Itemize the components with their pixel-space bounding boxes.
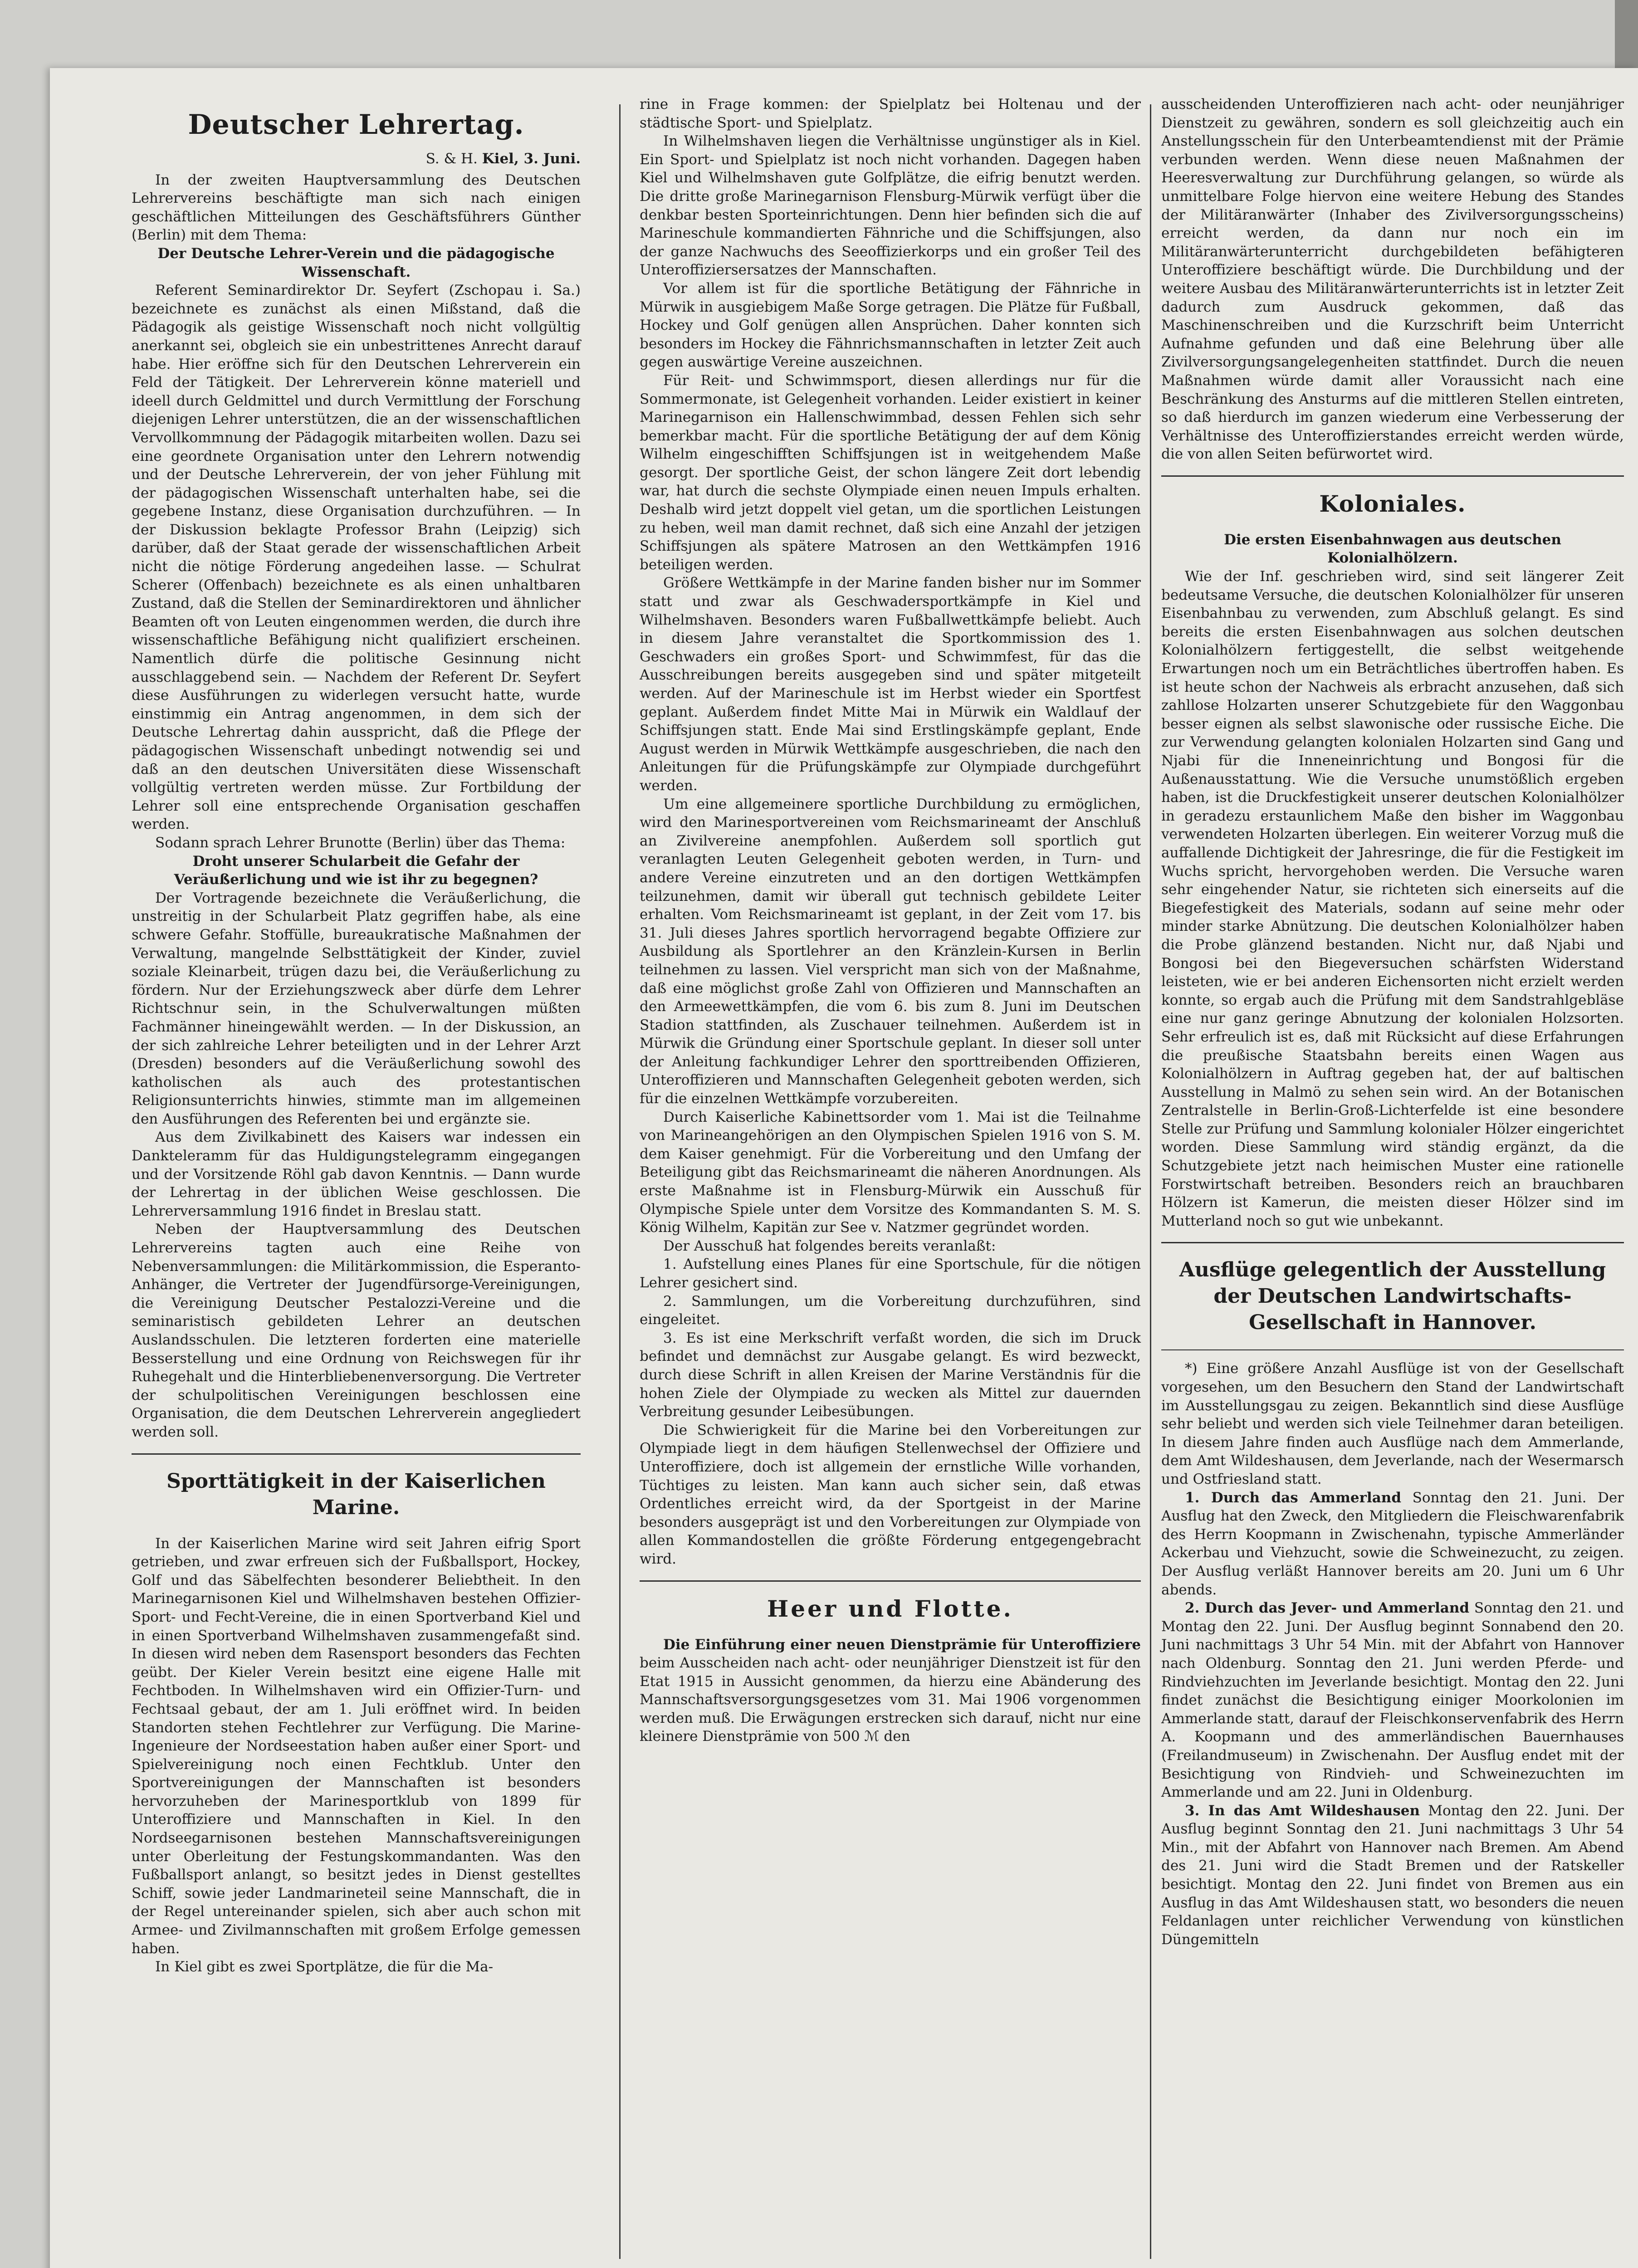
paragraph: In der zweiten Hauptversammlung des Deutschen Lehrervereins beschäftigte man sich nach einigen geschäftlichen Mitteilungen des Geschäftsführers Günther (Berlin) mit dem Thema: <box>132 171 581 244</box>
list-item: 2. Sammlungen, um die Vorbereitung durchzuführen, sind eingeleitet. <box>640 1293 1141 1328</box>
title-underline <box>1161 1349 1624 1350</box>
paragraph: Der Vortragende bezeichnete die Veräußerlichung, die unstreitig in der Schularbeit Platz gegriffen habe, als eine schwere Gefahr. Stoffülle, bureaukratische Maßnahmen der Verwaltung, mangelnde Selbsttätigkeit der Kinder, zuviel soziale Kleinarbeit, trügen dazu bei, die Veräußerlichung zu fördern. Nur der Erziehungszweck aber dürfe dem Lehrer Richtschnur sein, in the Schulverwaltungen müßten Fachmänner hineingewählt werden. — In der Diskussion, an der sich zahlreiche Lehrer beteiligten und in der Lehrer Arzt (Dresden) besonders auf die Veräußerlichung sowohl des katholischen als auch des protestantischen Religionsunterrichts hinwies, stimmte man im allgemeinen den Ausführungen des Referenten bei und ergänzte sie. <box>132 890 581 1127</box>
paragraph: In Wilhelmshaven liegen die Verhältnisse ungünstiger als in Kiel. Ein Sport- und Spielplatz ist noch nicht vorhanden. Dagegen haben Kiel und Wilhelmshaven gute Golfplätze, die eifrig benutzt werden. Die dritte große Marinegarnison Flensburg-Mürwik verfügt über die denkbar besten Sporteinrichtungen. Denn hier befinden sich die auf Marineschule kommandierten Fähnriche und die Schiffsjungen, also der ganze Nachwuchs des Seeoffizierkorps und ein großer Teil des Unteroffiziersersatzes der Mannschaften. <box>640 133 1141 279</box>
paragraph: Der Ausschuß hat folgendes bereits veranlaßt: <box>663 1237 996 1254</box>
section-title-koloniales: Koloniales. <box>1319 490 1466 517</box>
list-item: 3. Es ist eine Merkschrift verfaßt worden, die sich im Druck befindet und demnächst zur Ausgabe gelangt. Es wird bezweckt, durch diese Schrift in allen Kreisen der Marine Verständnis für die hohen Ziele der Olympiade zu wecken als Mittel zur dauernden Verbreitung gesunder Leibesübungen. <box>640 1330 1141 1420</box>
paragraph: rine in Frage kommen: der Spielplatz bei Holtenau und der städtische Sport- und Spielplatz. <box>640 96 1141 131</box>
article-separator <box>1161 475 1624 477</box>
paragraph: In der Kaiserlichen Marine wird seit Jahren eifrig Sport getrieben, und zwar erfreuen sich der Fußballsport, Hockey, Golf und das Säbelfechten besonderer Beliebtheit. In den Marinegarnisonen Kiel und Wilhelmshaven bestehen Offizier-Sport- und Fecht-Vereine, die in einen Sportverband Kiel und in einen Sportverband Wilhelmshaven zusammengefaßt sind. In diesen wird neben dem Rasensport besonders das Fechten geübt. Der Kieler Verein besitzt eine eigene Halle mit Fechtboden. In Wilhelmshaven wird ein Offizier-Turn- und Fechtsaal gebaut, der am 1. Juli eröffnet wird. In beiden Standorten stehen Fechtlehrer zur Verfügung. Die Marine-Ingenieure der Nordseestation haben außer einer Sport- und Spielvereinigung noch einen Fechtklub. Unter den Sportvereinigungen der Mannschaften ist besonders hervorzuheben der Marinesportklub von 1899 für Unteroffiziere und Mannschaften in Kiel. In den Nordseegarnisonen bestehen Mannschaftsvereinigungen unter Oberleitung der Festungskommandanten. Was den Fußballsport anlangt, so besitzt jedes in Dienst gestelltes Schiff, sowie jeder Landmarineteil seine Mannschaft, die in der Regel untereinander spielen, sich aber auch schon mit Armee- und Zivilmannschaften mit großem Erfolge gemessen haben. <box>132 1535 581 1957</box>
paragraph: Sodann sprach Lehrer Brunotte (Berlin) über das Thema: <box>155 834 566 851</box>
column-1 <box>132 95 581 1976</box>
column-3 <box>1161 95 1624 1949</box>
excursion-heading: 1. Durch das Ammerland <box>1185 1489 1402 1506</box>
article-title-lehrertag: Deutscher Lehrertag. <box>188 109 524 141</box>
subheading: Die ersten Eisenbahnwagen aus deutschen Kolonialhölzern. <box>1224 531 1561 567</box>
paragraph: Größere Wettkämpfe in der Marine fanden bisher nur im Sommer statt und zwar als Geschwadersportkämpfe in Kiel und Wilhelmshaven. Besonders waren Fußballwettkämpfe beliebt. Auch in diesem Jahre veranstaltet die Sportkommission des 1. Geschwaders ein großes Sport- und Schwimmfest, für das die Ausschreibungen bereits ausgegeben sind und später mitgeteilt werden. Auf der Marineschule ist im Herbst wieder ein Sportfest geplant. Außerdem findet Mitte Mai in Mürwik ein Waldlauf der Schiffsjungen statt. Ende Mai sind Erstlingskämpfe geplant, Ende August werden in Mürwik Wettkämpfe ausgeschrieben, die nach den Anleitungen für die Prüfungskämpfe zur Olympiade durchgeführt werden. <box>640 575 1141 794</box>
paragraph: Durch Kaiserliche Kabinettsorder vom 1. Mai ist die Teilnahme von Marineangehörigen an den Olympischen Spielen 1916 von S. M. dem Kaiser genehmigt. Für die Vorbereitung und den Umfang der Beteiligung gibt das Reichsmarineamt die näheren Anordnungen. Als erste Maßnahme ist in Flensburg-Mürwik ein Ausschuß für Olympische Spiele unter dem Vorsitze des Kommandanten S. M. S. König Wilhelm, Kapitän zur See v. Natzmer gegründet worden. <box>640 1109 1141 1236</box>
section-title-heer-flotte: Heer und Flotte. <box>767 1595 1013 1622</box>
paragraph: Neben der Hauptversammlung des Deutschen Lehrervereins tagten auch eine Reihe von Nebenversammlungen: die Militärkommission, die Esperanto-Anhänger, die Vertreter der Jugendfürsorge-Vereinigungen, die Vereinigung Deutscher Pestalozzi-Vereine und die seminaristisch gebildeten Lehrer an deutschen Auslandsschulen. Die letzteren forderten eine materielle Besserstellung und eine Ordnung von Reichswegen für ihr Ruhegehalt und die Hinterbliebenenversorgung. Die Vertreter der schulpolitischen Vereinigungen beschlossen eine Organisation, die dem Deutschen Lehrerverein angegliedert werden soll. <box>132 1221 581 1440</box>
article-separator <box>640 1580 1141 1582</box>
paragraph: Um eine allgemeinere sportliche Durchbildung zu ermöglichen, wird den Marinesportvereinen vom Reichsmarineamt der Anschluß an Zivilvereine anempfohlen. Außerdem soll sportlich gut veranlagten Leuten Gelegenheit geboten werden, in Turn- und andere Vereine einzutreten und an den dortigen Wettkämpfen teilzunehmen, damit wir überall gut technisch gebildete Leiter erhalten. Vom Reichsmarineamt ist geplant, in der Zeit vom 17. bis 31. Juli dieses Jahres sportlich hervorragend begabte Offiziere zur Ausbildung als Sportlehrer an den Kränzlein-Kursen in Berlin teilnehmen zu lassen. Viel verspricht man sich von der Maßnahme, daß eine möglichst große Zahl von Offizieren und Mannschaften an den Armeewettkämpfen, die vom 6. bis zum 8. Juni im Deutschen Stadion stattfinden, als Zuschauer teilnehmen. Außerdem ist in Mürwik die Gründung einer Sportschule geplant. In dieser soll unter der Anleitung fachkundiger Lehrer den sporttreibenden Offizieren, Unteroffizieren und Mannschaften Gelegenheit geboten werden, sich für die einzelnen Wettkämpfe vorzubereiten. <box>640 796 1141 1107</box>
dateline-place: Kiel, 3. Juni. <box>482 151 581 167</box>
paragraph: *) Eine größere Anzahl Ausflüge ist von der Gesellschaft vorgesehen, um den Besuchern den Stand der Landwirtschaft im Ausstellungsgau zu zeigen. Bekanntlich sind diese Ausflüge sehr beliebt und werden sich viele Teilnehmer daran beteiligen. In diesem Jahre finden auch Ausflüge nach dem Ammerlande, dem Amt Wildeshausen, dem Jeverlande, nach der Wesermarsch und Ostfriesland statt. <box>1161 1360 1624 1487</box>
dateline <box>132 150 581 168</box>
paragraph: Referent Seminardirektor Dr. Seyfert (Zschopau i. Sa.) bezeichnete es zunächst als einen Mißstand, daß die Pädagogik als geistige Wissenschaft noch nicht vollgültig anerkannt sei, obgleich sie ein unbestrittenes Anrecht darauf habe. Hier eröffne sich für den Deutschen Lehrerverein ein Feld der Tätigkeit. Der Lehrerverein könne materiell und ideell durch Geldmittel und durch Vermittlung der Forschung diejenigen Lehrer unterstützen, die an der wissenschaftlichen Vervollkommnung der Pädagogik mitarbeiten wollen. Dazu sei eine geordnete Organisation unter den Lehrern notwendig und der Deutsche Lehrerverein, der von jeher Fühlung mit der pädagogischen Wissenschaft unterhalten habe, sei die gegebene Instanz, diese Organisation durchzuführen. — In der Diskussion beklagte Professor Brahn (Leipzig) sich darüber, daß der Staat gerade der wissenschaftlichen Arbeit nicht die nötige Förderung angedeihen lasse. — Schulrat Scherer (Offenbach) bezeichnete es als einen unhaltbaren Zustand, daß die Stellen der Seminardirektoren und ähnlicher Beamten oft von Leuten eingenommen werden, die durch ihre wissenschaftliche Befähigung nicht qualifiziert erscheinen. Namentlich dürfe die politische Gesinnung nicht ausschlaggebend sein. — Nachdem der Referent Dr. Seyfert diese Ausführungen zu widerlegen versucht hatte, wurde einstimmig ein Antrag angenommen, in dem sich der Deutsche Lehrertag dahin ausspricht, daß die Pflege der pädagogischen Wissenschaft unbedingt notwendig sei und daß an den deutschen Universitäten diese Wissenschaft vollgültig vertreten werden müsse. Zur Fortbildung der Lehrer soll eine entsprechende Organisation geschaffen werden. <box>132 282 581 833</box>
paragraph: beim Ausscheiden nach acht- oder neunjähriger Dienstzeit ist für den Etat 1915 in Aussicht genommen, da hierzu eine Abänderung des Mannschaftsversorgungsgesetzes vom 31. Mai 1906 vorgenommen werden muß. Die Erwägungen erstrecken sich darauf, nicht nur eine kleinere Dienstprämie von 500 ℳ den <box>640 1655 1141 1745</box>
article-separator <box>1161 1242 1624 1243</box>
excursion-heading: 3. In das Amt Wildeshausen <box>1185 1802 1420 1819</box>
paragraph: Die Schwierigkeit für die Marine bei den Vorbereitungen zur Olympiade liegt in dem häufigen Stellenwechsel der Offiziere und Unteroffiziere, doch ist allgemein der ernstliche Wille vorhanden, Tüchtiges zu leisten. Man kann auch sicher sein, daß etwas Ordentliches erreicht wird, da der Sportgeist in der Marine besonders ausgeprägt ist und den Vorbereitungen zur Olympiade von allen Kommandostellen die größte Förderung entgegengebracht wird. <box>640 1422 1141 1567</box>
subheading: Der Deutsche Lehrer-Verein und die pädagogische Wissenschaft. <box>157 245 555 280</box>
excursion-heading: 2. Durch das Jever- und Ammerland <box>1185 1600 1470 1617</box>
paragraph: ausscheidenden Unteroffizieren nach acht- oder neunjähriger Dienstzeit zu gewähren, sondern es soll gleichzeitig auch ein Anstellungsschein für den Unterbeamtendienst mit der Prämie verbunden werden. Wenn diese neuen Maßnahmen der Heeresverwaltung zur Durchführung gelangen, so würde als unmittelbare Folge hiervon eine weitere Hebung des Standes der Militäranwärter (Inhaber des Zivilversorgungsscheins) erreicht werden, da dann nur noch ein im Militäranwärterunterricht durchgebildeten befähigteren Unteroffiziere beschäftigt würde. Die Durchbildung und der weitere Ausbau des Militäranwärterunterrichts ist in letzter Zeit dadurch zum Ausdruck gekommen, daß das Maschinenschreiben und die Kurzschrift beim Unterricht Aufnahme gefunden und daß eine Belehrung über alle Zivilversorgungsangelegenheiten stattfindet. Durch die neuen Maßnahmen würde damit aller Voraussicht nach eine Beschränkung des Ansturms auf die mittleren Stellen eintreten, so daß hierdurch im ganzen wiederum eine Verbesserung der Verhältnisse des Unteroffizierstandes erreicht werden würde, die von allen Seiten befürwortet wird. <box>1161 96 1624 463</box>
paragraph: Für Reit- und Schwimmsport, diesen allerdings nur für die Sommermonate, ist Gelegenheit vorhanden. Leider existiert in keiner Marinegarnison ein Hallenschwimmbad, dessen Fehlen sich sehr bemerkbar macht. Für die sportliche Betätigung der auf dem König Wilhelm eingeschifften Schiffsjungen ist in weitgehendem Maße gesorgt. Der sportliche Geist, der schon längere Zeit dort lebendig war, hat durch die sechste Olympiade einen neuen Impuls erhalten. Deshalb wird jetzt doppelt viel getan, um die sportlichen Leistungen zu heben, weil man damit rechnet, daß sich eine Anzahl der jetzigen Schiffsjungen als spätere Matrosen an den Wettkämpfen 1916 beteiligen werden. <box>640 372 1141 573</box>
subheading: Droht unserer Schularbeit die Gefahr der Veräußerlichung und wie ist ihr zu begegnen? <box>174 853 538 888</box>
paragraph: In Kiel gibt es zwei Sportplätze, die für die Ma- <box>155 1959 494 1975</box>
article-title-ausfluege: Ausflüge gelegentlich der Ausstellung der Deutschen Landwirtschafts-Gesellschaft in Hannover. <box>1179 1258 1606 1334</box>
article-title-sport: Sporttätigkeit in der Kaiserlichen Marine. <box>166 1469 546 1519</box>
dateline-source: S. & H. <box>425 151 478 167</box>
paragraph: Vor allem ist für die sportliche Betätigung der Fähnriche in Mürwik in ausgiebigem Maße Sorge getragen. Die Plätze für Fußball, Hockey und Golf genügen allen Ansprüchen. Daher konnten sich besonders im Hockey die Fähnrichsmannschaften in letzter Zeit auch gegen auswärtige Vereine auszeichnen. <box>640 280 1141 371</box>
list-item: 1. Aufstellung eines Planes für eine Sportschule, für die nötigen Lehrer gesichert sind. <box>640 1256 1141 1291</box>
column-rule-1 <box>619 104 621 2259</box>
paragraph: Aus dem Zivilkabinett des Kaisers war indessen ein Dankteleramm für das Huldigungstelegramm eingegangen und der Vorsitzende Röhl gab davon Kenntnis. — Dann wurde der Lehrertag in der üblichen Weise geschlossen. Die Lehrerversammlung 1916 findet in Breslau statt. <box>132 1129 581 1219</box>
excursion-text: Montag den 22. Juni. Der Ausflug beginnt Sonntag den 21. Juni nachmittags 3 Uhr 54 Min., mit der Abfahrt von Hannover nach Bremen. Am Abend des 21. Juni wird die Stadt Bremen und der Ratskeller besichtigt. Montag den 22. Juni findet von Bremen aus ein Ausflug in das Amt Wildeshausen statt, wo besonders die neuen Feldanlagen unter reichlicher Verwendung von künstlichen Düngemitteln <box>1161 1802 1624 1948</box>
excursion-text: Sonntag den 21. und Montag den 22. Juni. Der Ausflug beginnt Sonnabend den 20. Juni nachmittags 3 Uhr 54 Min. mit der Abfahrt von Hannover nach Oldenburg. Sonntag den 21. Juni werden Pferde- und Rindviehzuchten im Jeverlande besichtigt. Montag den 22. Juni findet zunächst die Besichtigung einiger Moorkolonien im Ammerlande statt, darauf der Fleischkonservenfabrik des Herrn A. Koopmann und des ammerländischen Bauernhauses (Freilandmuseum) in Zwischenahn. Der Ausflug endet mit der Besichtigung von Rindvieh- und Schweinezuchten im Ammerlande und am 22. Juni in Oldenburg. <box>1161 1600 1624 1801</box>
subheading-inline: Die Einführung einer neuen Dienstprämie für Unteroffiziere <box>663 1636 1141 1653</box>
column-rule-2 <box>1150 104 1151 2259</box>
column-2 <box>640 95 1141 1746</box>
excursion-text: Sonntag den 21. Juni. Der Ausflug hat den Zweck, den Mitgliedern die Fleischwarenfabrik des Herrn Koopmann in Zwischenahn, typische Ammerländer Ackerbau und Viehzucht, sowie die Schweinezucht, zu zeigen. Der Ausflug verläßt Hannover bereits am 20. Juni um 6 Uhr abends. <box>1161 1489 1624 1598</box>
paragraph: Wie der Inf. geschrieben wird, sind seit längerer Zeit bedeutsame Versuche, die deutschen Kolonialhölzer für unseren Eisenbahnbau zu verwenden, zum Abschluß gelangt. Es sind bereits die ersten Eisenbahnwagen aus solchen deutschen Kolonialhölzern fertiggestellt, die selbst weitgehende Erwartungen noch um ein Beträchtliches übertroffen haben. Es ist heute schon der Nachweis als erbracht anzusehen, daß sich zahllose Holzarten unserer Schutzgebiete für den Waggonbau besser eignen als selbst slawonische oder russische Eiche. Die zur Verwendung gelangten kolonialen Holzarten sind Gang und Njabi für die Inneneinrichtung und Bongosi für die Außenausstattung. Wie die Versuche unumstößlich ergeben haben, ist die Druckfestigkeit unserer deutschen Kolonialhölzer in geradezu erstaunlichem Maße den bisher im Waggonbau verwendeten Holzarten überlegen. Ein weiterer Vorzug muß die auffallende Dichtigkeit der Jahresringe, die für die Festigkeit im Wuchs spricht, hervorgehoben werden. Die Versuche waren sehr eingehender Natur, sie richteten sich einerseits auf die Biegefestigkeit des Materials, sodann auf seine mehr oder minder starke Abnützung. Die deutschen Kolonialhölzer haben die Probe glänzend bestanden. Nicht nur, daß Njabi und Bongosi bei den Biegeversuchen schärfsten Widerstand leisteten, wie er bei anderen Eichensorten nicht erzielt werden konnte, so ergab auch die Prüfung mit dem Sandstrahlgebläse eine nur ganz geringe Abnutzung der kolonialen Holzsorten. Sehr erfreulich ist es, daß mit Rücksicht auf diese Erfahrungen die preußische Staatsbahn bereits einen Wagen aus Kolonialhölzern in Auftrag gegeben hat, der auf baltischen Ausstellung in Malmö zu sehen sein wird. An der Botanischen Zentralstelle in Berlin-Groß-Lichterfelde ist eine besondere Stelle zur Prüfung und Sammlung kolonialer Hölzer eingerichtet worden. Diese Sammlung wird ständig ergänzt, da die Schutzgebiete jetzt nach heimischen Muster eine rationelle Forstwirtschaft betreiben. Besonders reich an brauchbaren Hölzern ist Kamerun, die meisten dieser Hölzer sind im Mutterland noch so gut wie unbekannt. <box>1161 568 1624 1229</box>
article-separator <box>132 1453 581 1455</box>
